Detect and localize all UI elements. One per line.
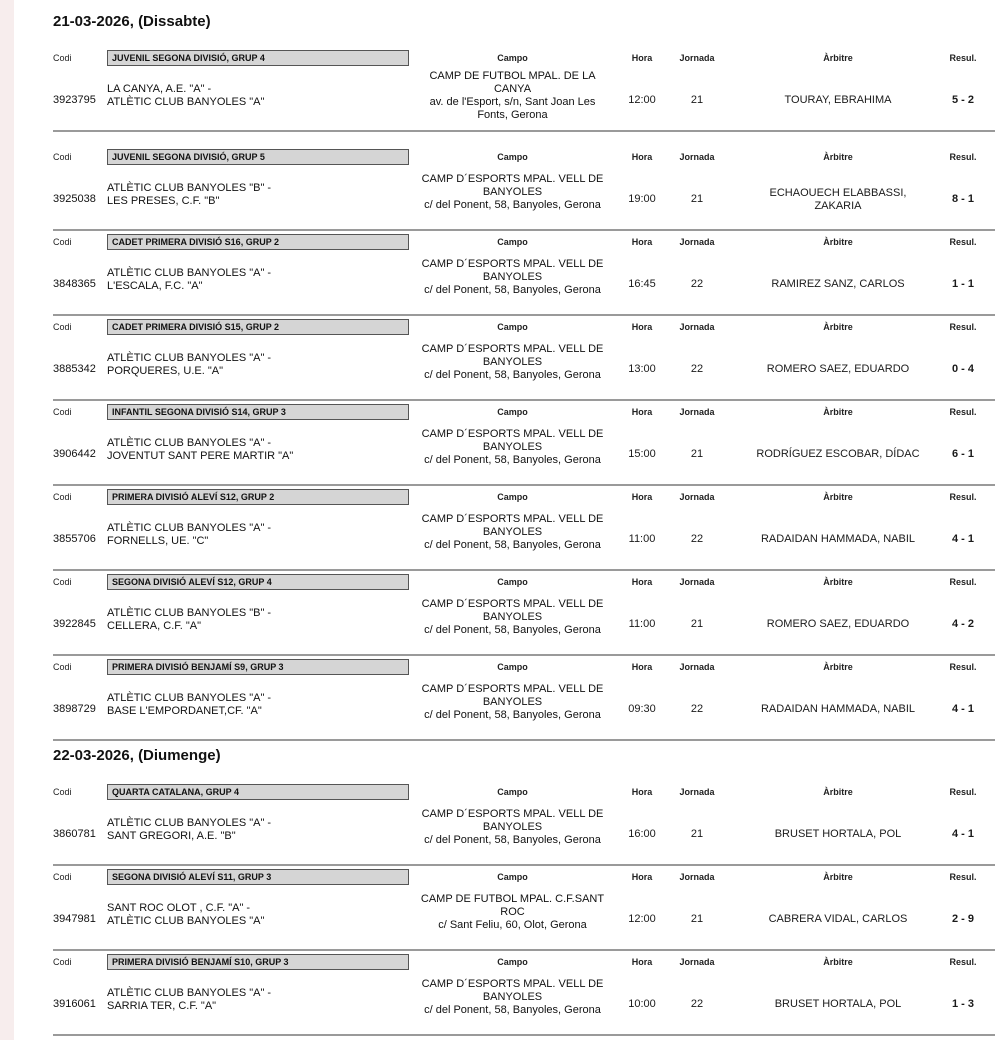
matchday: 21 [690, 618, 704, 630]
matchday: 21 [690, 193, 704, 205]
away-team: SANT GREGORI, A.E. "B" [107, 830, 236, 842]
venue-address: av. de l'Esport, s/n, Sant Joan Les Fonts, Gerona [429, 96, 596, 121]
col-codi-label: Codi [53, 407, 72, 417]
match-result: 4 - 1 [951, 533, 974, 545]
referee: ECHAOUECH ELABBASSI, ZAKARIA [769, 187, 907, 212]
col-resul-label: Resul. [949, 322, 977, 332]
col-resul-label: Resul. [949, 53, 977, 63]
match-code: 3898729 [53, 703, 96, 715]
schedule-sheet [14, 0, 1005, 1040]
match-code: 3848365 [53, 278, 96, 290]
col-codi-label: Codi [53, 577, 72, 587]
match-code: 3885342 [53, 363, 96, 375]
match-row [53, 404, 995, 489]
referee: BRUSET HORTALA, POL [774, 828, 902, 840]
home-team: SANT ROC OLOT , C.F. "A" - [107, 902, 251, 914]
category-label: PRIMERA DIVISIÓ BENJAMÍ S9, GRUP 3 [107, 659, 409, 675]
away-team: BASE L'EMPORDANET,CF. "A" [107, 705, 262, 717]
venue [416, 343, 609, 382]
venue [416, 808, 609, 847]
match-row [53, 50, 995, 135]
col-resul-label: Resul. [949, 872, 977, 882]
col-arbitre-label: Àrbitre [823, 787, 853, 797]
col-hora-label: Hora [631, 53, 653, 63]
category-label: QUARTA CATALANA, GRUP 4 [107, 784, 409, 800]
match-code: 3906442 [53, 448, 96, 460]
away-team: ATLÈTIC CLUB BANYOLES "A" [107, 96, 265, 108]
referee: TOURAY, EBRAHIMA [784, 94, 892, 106]
match-teams [107, 437, 293, 463]
venue [416, 513, 609, 552]
match-row [53, 784, 995, 869]
col-codi-label: Codi [53, 957, 72, 967]
category-label: CADET PRIMERA DIVISIÓ S15, GRUP 2 [107, 319, 409, 335]
col-arbitre-label: Àrbitre [823, 407, 853, 417]
kickoff-time: 16:00 [628, 828, 656, 840]
category-label: SEGONA DIVISIÓ ALEVÍ S12, GRUP 4 [107, 574, 409, 590]
venue-address: c/ del Ponent, 58, Banyoles, Gerona [424, 539, 601, 551]
col-campo-label: Campo [497, 787, 528, 797]
col-jornada-label: Jornada [679, 492, 715, 502]
col-jornada-label: Jornada [679, 662, 715, 672]
match-row [53, 319, 995, 404]
venue [416, 258, 609, 297]
col-codi-label: Codi [53, 492, 72, 502]
row-divider [53, 399, 995, 401]
category-label: PRIMERA DIVISIÓ BENJAMÍ S10, GRUP 3 [107, 954, 409, 970]
row-divider [53, 130, 995, 132]
venue-address: c/ del Ponent, 58, Banyoles, Gerona [424, 834, 601, 846]
home-team: ATLÈTIC CLUB BANYOLES "B" - [107, 182, 272, 194]
row-divider [53, 569, 995, 571]
referee: CABRERA VIDAL, CARLOS [768, 913, 908, 925]
col-resul-label: Resul. [949, 237, 977, 247]
col-hora-label: Hora [631, 492, 653, 502]
away-team: PORQUERES, U.E. "A" [107, 365, 223, 377]
matchday: 22 [690, 363, 704, 375]
away-team: LES PRESES, C.F. "B" [107, 195, 220, 207]
kickoff-time: 16:45 [628, 278, 656, 290]
col-jornada-label: Jornada [679, 53, 715, 63]
col-hora-label: Hora [631, 577, 653, 587]
col-arbitre-label: Àrbitre [823, 152, 853, 162]
referee: ROMERO SAEZ, EDUARDO [766, 363, 910, 375]
referee: ROMERO SAEZ, EDUARDO [766, 618, 910, 630]
col-arbitre-label: Àrbitre [823, 237, 853, 247]
matchday: 22 [690, 703, 704, 715]
col-arbitre-label: Àrbitre [823, 957, 853, 967]
venue-name: CAMP D´ESPORTS MPAL. VELL DE BANYOLES [421, 808, 604, 833]
match-result: 4 - 1 [951, 703, 974, 715]
col-hora-label: Hora [631, 152, 653, 162]
col-arbitre-label: Àrbitre [823, 577, 853, 587]
match-teams [107, 83, 264, 109]
match-row [53, 149, 995, 234]
venue [416, 978, 609, 1017]
col-campo-label: Campo [497, 237, 528, 247]
home-team: ATLÈTIC CLUB BANYOLES "A" - [107, 267, 272, 279]
col-jornada-label: Jornada [679, 407, 715, 417]
col-resul-label: Resul. [949, 787, 977, 797]
col-resul-label: Resul. [949, 577, 977, 587]
kickoff-time: 12:00 [628, 913, 656, 925]
col-arbitre-label: Àrbitre [823, 662, 853, 672]
match-teams [107, 692, 271, 718]
venue-name: CAMP D´ESPORTS MPAL. VELL DE BANYOLES [421, 428, 604, 453]
home-team: ATLÈTIC CLUB BANYOLES "A" - [107, 522, 272, 534]
venue [416, 893, 609, 932]
away-team: ATLÈTIC CLUB BANYOLES "A" [107, 915, 265, 927]
match-code: 3923795 [53, 94, 96, 106]
col-resul-label: Resul. [949, 492, 977, 502]
venue-name: CAMP D´ESPORTS MPAL. VELL DE BANYOLES [421, 598, 604, 623]
match-row [53, 234, 995, 319]
venue-name: CAMP DE FUTBOL MPAL. DE LA CANYA [429, 70, 596, 95]
home-team: ATLÈTIC CLUB BANYOLES "A" - [107, 352, 272, 364]
match-result: 6 - 1 [951, 448, 974, 460]
venue-name: CAMP D´ESPORTS MPAL. VELL DE BANYOLES [421, 683, 604, 708]
category-label: JUVENIL SEGONA DIVISIÓ, GRUP 5 [107, 149, 409, 165]
col-campo-label: Campo [497, 492, 528, 502]
venue-name: CAMP DE FUTBOL MPAL. C.F.SANT ROC [420, 893, 605, 918]
col-resul-label: Resul. [949, 957, 977, 967]
category-label: PRIMERA DIVISIÓ ALEVÍ S12, GRUP 2 [107, 489, 409, 505]
match-teams [107, 817, 271, 843]
venue-name: CAMP D´ESPORTS MPAL. VELL DE BANYOLES [421, 978, 604, 1003]
kickoff-time: 13:00 [628, 363, 656, 375]
venue-address: c/ del Ponent, 58, Banyoles, Gerona [424, 199, 601, 211]
match-teams [107, 182, 271, 208]
col-campo-label: Campo [497, 53, 528, 63]
col-resul-label: Resul. [949, 662, 977, 672]
referee: RADAIDAN HAMMADA, NABIL [760, 703, 916, 715]
away-team: SARRIA TER, C.F. "A" [107, 1000, 217, 1012]
match-code: 3860781 [53, 828, 96, 840]
col-codi-label: Codi [53, 237, 72, 247]
col-campo-label: Campo [497, 872, 528, 882]
matchday: 22 [690, 278, 704, 290]
row-divider [53, 1034, 995, 1036]
venue [416, 428, 609, 467]
col-jornada-label: Jornada [679, 872, 715, 882]
col-resul-label: Resul. [949, 407, 977, 417]
col-jornada-label: Jornada [679, 152, 715, 162]
home-team: ATLÈTIC CLUB BANYOLES "B" - [107, 607, 272, 619]
row-divider [53, 864, 995, 866]
match-code: 3947981 [53, 913, 96, 925]
col-jornada-label: Jornada [679, 237, 715, 247]
venue-address: c/ del Ponent, 58, Banyoles, Gerona [424, 1004, 601, 1016]
col-campo-label: Campo [497, 152, 528, 162]
kickoff-time: 19:00 [628, 193, 656, 205]
row-divider [53, 739, 995, 741]
col-resul-label: Resul. [949, 152, 977, 162]
match-row [53, 489, 995, 574]
venue-address: c/ del Ponent, 58, Banyoles, Gerona [424, 454, 601, 466]
venue-name: CAMP D´ESPORTS MPAL. VELL DE BANYOLES [421, 258, 604, 283]
col-arbitre-label: Àrbitre [823, 492, 853, 502]
col-jornada-label: Jornada [679, 787, 715, 797]
away-team: CELLERA, C.F. "A" [107, 620, 202, 632]
match-teams [107, 522, 271, 548]
referee: RAMIREZ SANZ, CARLOS [771, 278, 905, 290]
match-teams [107, 987, 271, 1013]
matchday: 21 [690, 828, 704, 840]
home-team: ATLÈTIC CLUB BANYOLES "A" - [107, 692, 272, 704]
match-row [53, 659, 995, 744]
home-team: ATLÈTIC CLUB BANYOLES "A" - [107, 437, 272, 449]
home-team: ATLÈTIC CLUB BANYOLES "A" - [107, 817, 272, 829]
col-hora-label: Hora [631, 872, 653, 882]
col-codi-label: Codi [53, 322, 72, 332]
venue-address: c/ del Ponent, 58, Banyoles, Gerona [424, 709, 601, 721]
col-arbitre-label: Àrbitre [823, 322, 853, 332]
day-heading-saturday: 21-03-2026, (Dissabte) [53, 13, 211, 30]
col-arbitre-label: Àrbitre [823, 53, 853, 63]
matchday: 22 [690, 998, 704, 1010]
match-result: 2 - 9 [951, 913, 974, 925]
kickoff-time: 11:00 [628, 533, 656, 545]
kickoff-time: 12:00 [628, 94, 656, 106]
col-hora-label: Hora [631, 787, 653, 797]
col-codi-label: Codi [53, 662, 72, 672]
row-divider [53, 484, 995, 486]
match-result: 0 - 4 [951, 363, 974, 375]
referee: RODRÍGUEZ ESCOBAR, DÍDAC [756, 448, 920, 460]
row-divider [53, 314, 995, 316]
venue-name: CAMP D´ESPORTS MPAL. VELL DE BANYOLES [421, 343, 604, 368]
row-divider [53, 949, 995, 951]
kickoff-time: 15:00 [628, 448, 656, 460]
category-label: JUVENIL SEGONA DIVISIÓ, GRUP 4 [107, 50, 409, 66]
venue [416, 70, 609, 122]
col-arbitre-label: Àrbitre [823, 872, 853, 882]
col-codi-label: Codi [53, 787, 72, 797]
col-jornada-label: Jornada [679, 957, 715, 967]
category-label: CADET PRIMERA DIVISIÓ S16, GRUP 2 [107, 234, 409, 250]
away-team: FORNELLS, UE. "C" [107, 535, 209, 547]
col-jornada-label: Jornada [679, 322, 715, 332]
match-code: 3922845 [53, 618, 96, 630]
match-result: 5 - 2 [951, 94, 974, 106]
match-code: 3855706 [53, 533, 96, 545]
matchday: 22 [690, 533, 704, 545]
home-team: ATLÈTIC CLUB BANYOLES "A" - [107, 987, 272, 999]
match-result: 1 - 1 [951, 278, 974, 290]
match-result: 4 - 1 [951, 828, 974, 840]
venue [416, 683, 609, 722]
kickoff-time: 10:00 [628, 998, 656, 1010]
col-campo-label: Campo [497, 662, 528, 672]
category-label: INFANTIL SEGONA DIVISIÓ S14, GRUP 3 [107, 404, 409, 420]
match-row [53, 574, 995, 659]
col-campo-label: Campo [497, 957, 528, 967]
match-teams [107, 902, 264, 928]
referee: RADAIDAN HAMMADA, NABIL [760, 533, 916, 545]
col-jornada-label: Jornada [679, 577, 715, 587]
venue-name: CAMP D´ESPORTS MPAL. VELL DE BANYOLES [421, 513, 604, 538]
referee: BRUSET HORTALA, POL [774, 998, 902, 1010]
venue-address: c/ del Ponent, 58, Banyoles, Gerona [424, 624, 601, 636]
away-team: JOVENTUT SANT PERE MARTIR "A" [107, 450, 294, 462]
match-result: 1 - 3 [951, 998, 974, 1010]
match-code: 3916061 [53, 998, 96, 1010]
col-campo-label: Campo [497, 407, 528, 417]
match-teams [107, 607, 271, 633]
col-codi-label: Codi [53, 872, 72, 882]
col-hora-label: Hora [631, 407, 653, 417]
matchday: 21 [690, 913, 704, 925]
venue-name: CAMP D´ESPORTS MPAL. VELL DE BANYOLES [421, 173, 604, 198]
match-row [53, 954, 995, 1039]
row-divider [53, 229, 995, 231]
matchday: 21 [690, 448, 704, 460]
category-label: SEGONA DIVISIÓ ALEVÍ S11, GRUP 3 [107, 869, 409, 885]
matchday: 21 [690, 94, 704, 106]
match-result: 4 - 2 [951, 618, 974, 630]
row-divider [53, 654, 995, 656]
venue-address: c/ Sant Feliu, 60, Olot, Gerona [438, 919, 587, 931]
match-teams [107, 267, 271, 293]
col-codi-label: Codi [53, 53, 72, 63]
match-result: 8 - 1 [951, 193, 974, 205]
col-hora-label: Hora [631, 957, 653, 967]
col-campo-label: Campo [497, 322, 528, 332]
match-teams [107, 352, 271, 378]
col-hora-label: Hora [631, 237, 653, 247]
col-campo-label: Campo [497, 577, 528, 587]
match-code: 3925038 [53, 193, 96, 205]
col-codi-label: Codi [53, 152, 72, 162]
day-heading-sunday: 22-03-2026, (Diumenge) [53, 747, 221, 764]
venue-address: c/ del Ponent, 58, Banyoles, Gerona [424, 369, 601, 381]
col-hora-label: Hora [631, 322, 653, 332]
venue-address: c/ del Ponent, 58, Banyoles, Gerona [424, 284, 601, 296]
home-team: LA CANYA, A.E. "A" - [107, 83, 212, 95]
venue [416, 173, 609, 212]
away-team: L'ESCALA, F.C. "A" [107, 280, 203, 292]
match-row [53, 869, 995, 954]
col-hora-label: Hora [631, 662, 653, 672]
kickoff-time: 11:00 [628, 618, 656, 630]
kickoff-time: 09:30 [628, 703, 656, 715]
venue [416, 598, 609, 637]
